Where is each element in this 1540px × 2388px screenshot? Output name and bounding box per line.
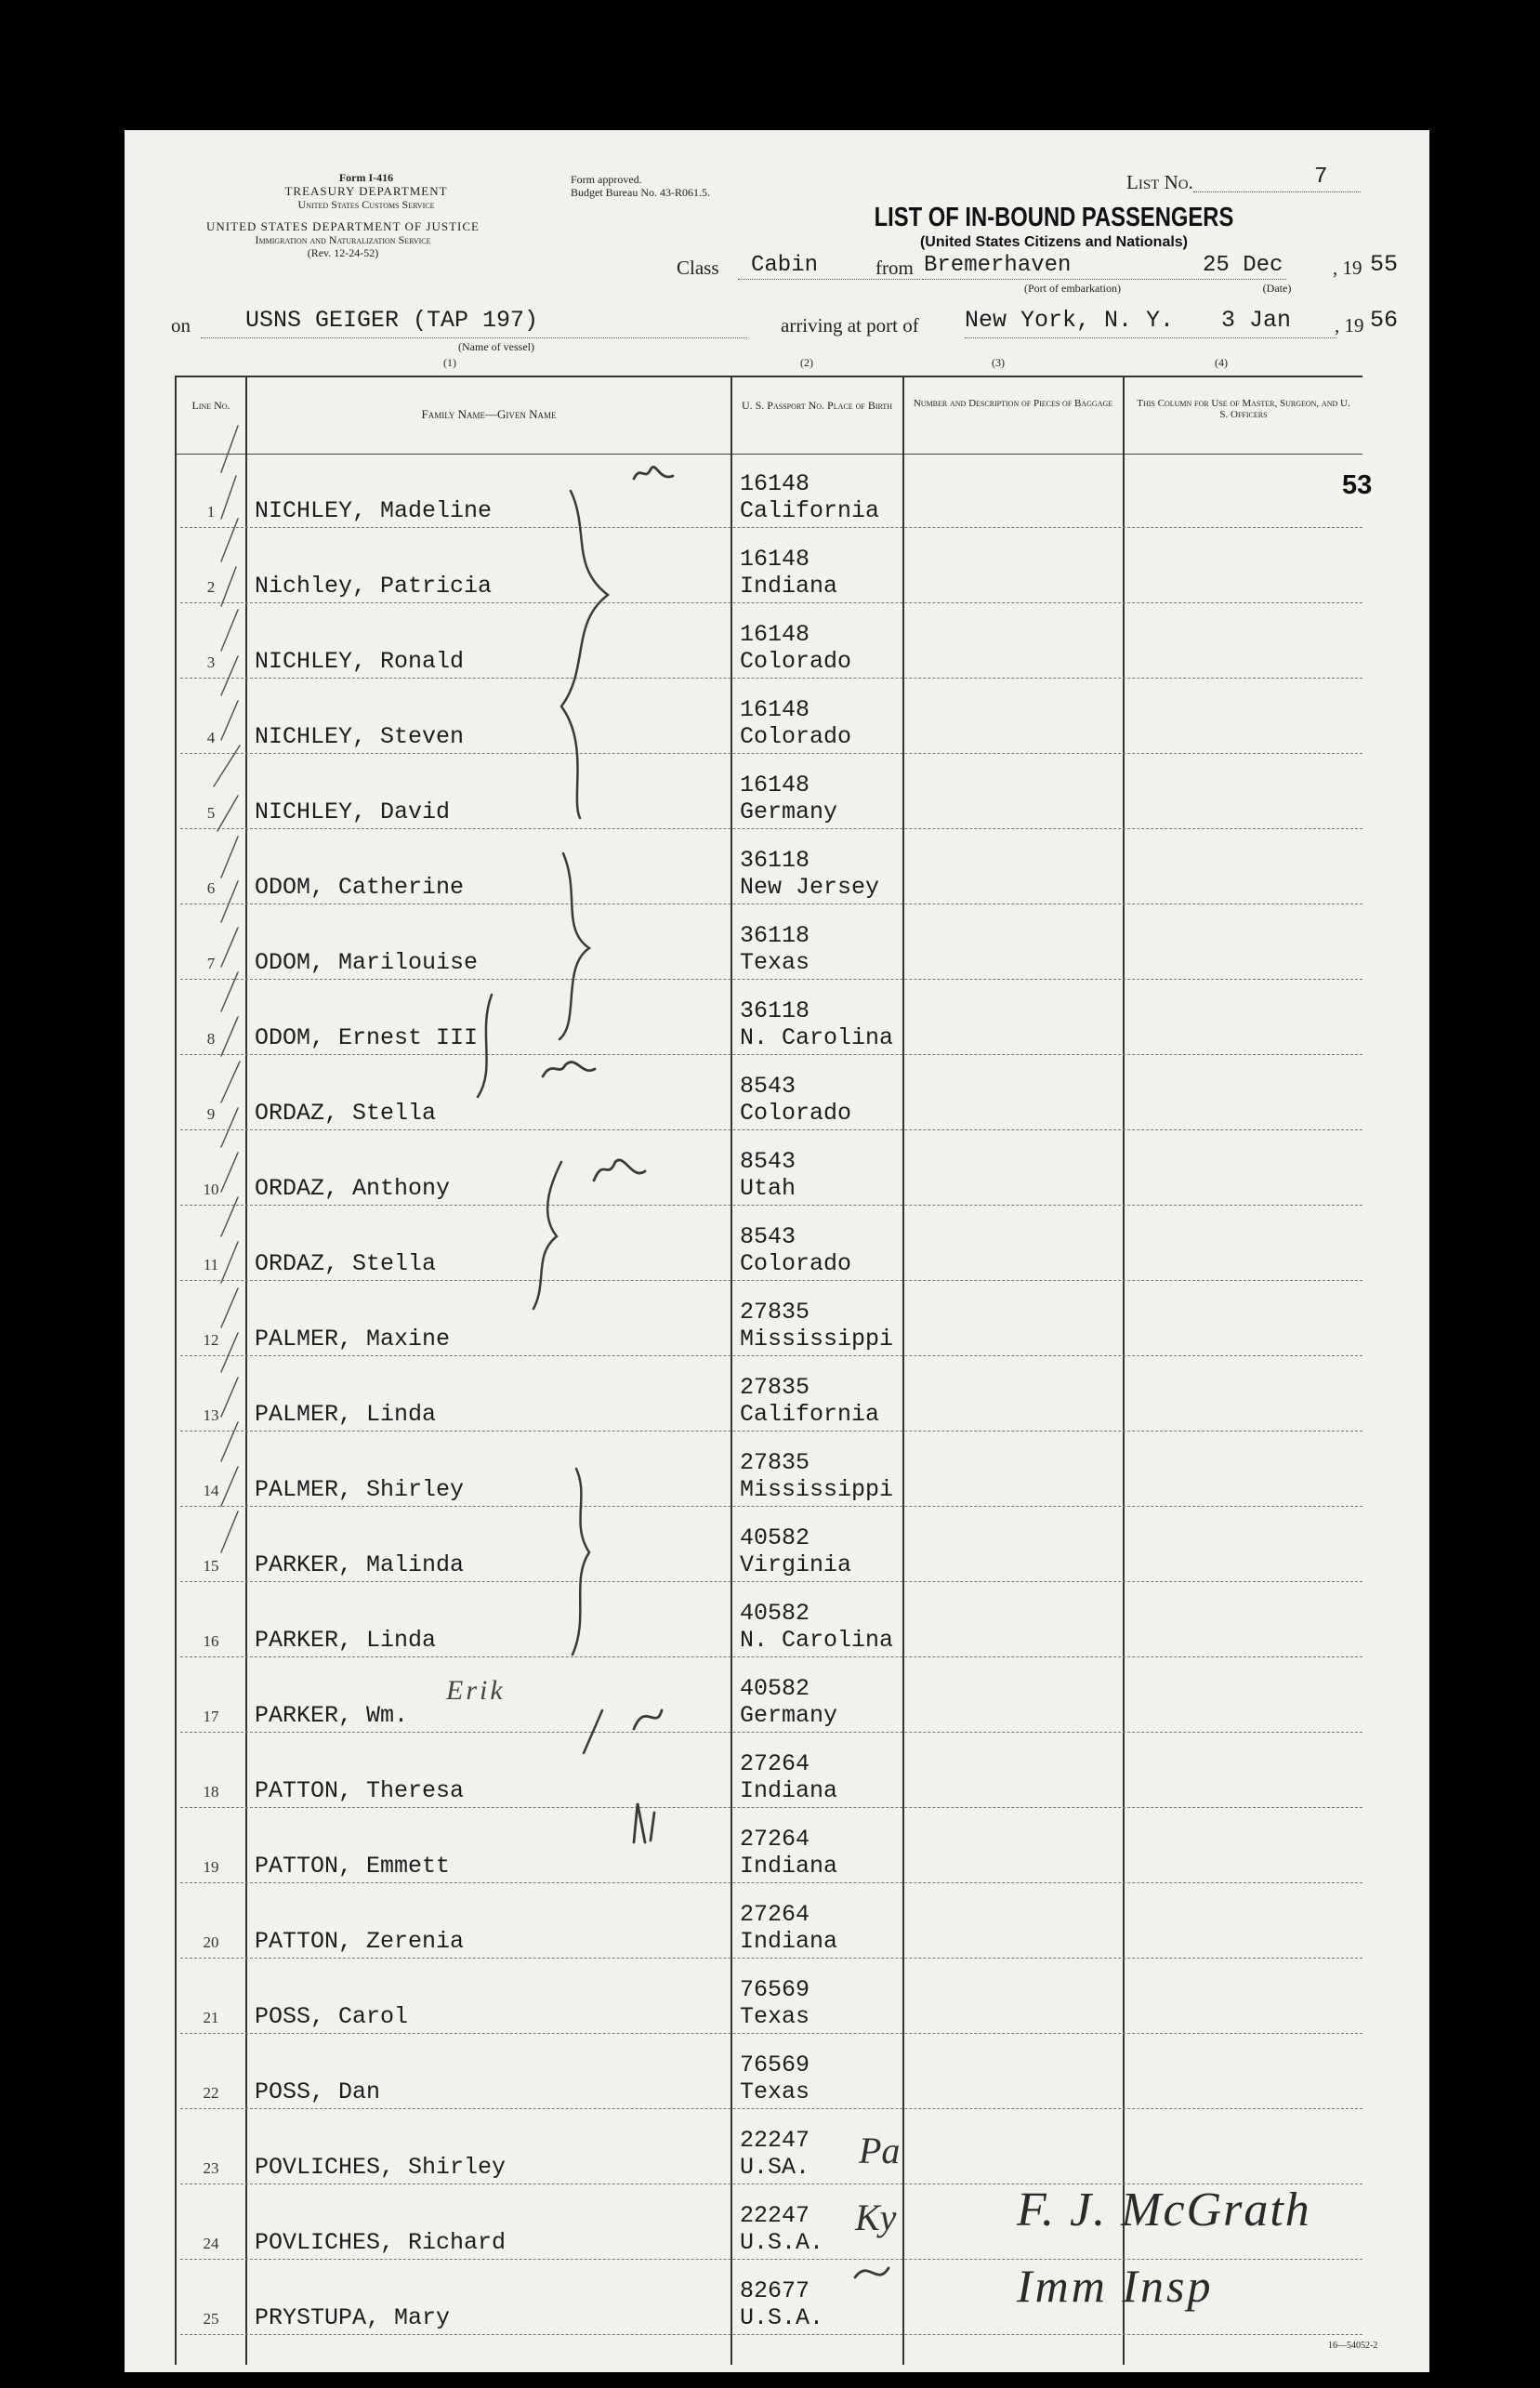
page-title: LIST OF IN-BOUND PASSENGERS: [874, 203, 1234, 232]
passenger-name: POVLICHES, Richard: [255, 2229, 507, 2256]
place-of-birth: Virginia: [740, 1551, 852, 1578]
row-number: 7: [206, 955, 216, 972]
passenger-name: NICHLEY, David: [255, 798, 451, 825]
passenger-name: ORDAZ, Stella: [255, 1250, 437, 1277]
header-baggage: Number and Description of Pieces of Baggage: [913, 398, 1113, 409]
passenger-count: 53: [1342, 470, 1373, 500]
row-number: 19: [203, 1858, 219, 1876]
passport-number: 16148: [740, 696, 810, 723]
row-number: 16: [203, 1632, 219, 1650]
col-num-2: (2): [800, 356, 813, 369]
passenger-name: ODOM, Ernest III: [255, 1024, 479, 1051]
row-number: 3: [206, 653, 216, 671]
annotation-ky: Ky: [855, 2197, 897, 2238]
header-officers: This Column for Use of Master, Surgeon, and U. S. Officers: [1137, 398, 1350, 420]
passenger-name: PATTON, Zerenia: [255, 1928, 465, 1955]
place-of-birth: Texas: [740, 2003, 810, 2030]
passport-number: 76569: [740, 1976, 810, 2003]
place-of-birth: Indiana: [740, 1928, 838, 1955]
treasury-dept: TREASURY DEPARTMENT: [284, 184, 448, 198]
place-of-birth: Colorado: [740, 1100, 852, 1127]
form-approved: Form approved.: [571, 173, 642, 186]
passenger-name: PARKER, Linda: [255, 1627, 437, 1654]
signature-name: F. J. McGrath: [1017, 2184, 1311, 2236]
row-number: 17: [203, 1708, 219, 1725]
printer-code: 16—54052-2: [1328, 2341, 1378, 2351]
passport-number: 22247: [740, 2202, 810, 2229]
place-of-birth: Indiana: [740, 1853, 838, 1880]
passenger-name: Nichley, Patricia: [255, 573, 493, 600]
passenger-name: ODOM, Marilouise: [255, 949, 479, 976]
header-line-no: Line No.: [191, 399, 230, 412]
passport-number: 36118: [740, 847, 810, 874]
passenger-name: PALMER, Shirley: [255, 1476, 465, 1503]
departure-year-prefix: , 19: [1333, 257, 1362, 279]
arrival-date: 3 Jan: [1221, 307, 1292, 334]
place-of-birth: California: [740, 497, 880, 524]
customs-service: United States Customs Service: [297, 198, 435, 211]
passenger-name: PALMER, Maxine: [255, 1326, 451, 1352]
passport-number: 16148: [740, 470, 810, 497]
row-number: 10: [203, 1181, 219, 1198]
passenger-name: NICHLEY, Madeline: [255, 497, 493, 524]
place-of-birth: U.S.A.: [740, 2304, 824, 2331]
passport-number: 8543: [740, 1148, 796, 1175]
annotation-pa: Pa: [859, 2130, 901, 2171]
row-number: 18: [203, 1783, 219, 1801]
passenger-name: PRYSTUPA, Mary: [255, 2304, 451, 2331]
passenger-name: PALMER, Linda: [255, 1401, 437, 1428]
place-of-birth: N. Carolina: [740, 1627, 894, 1654]
passport-number: 27264: [740, 1750, 810, 1777]
passenger-name: POSS, Dan: [255, 2078, 381, 2105]
passenger-name: NICHLEY, Ronald: [255, 648, 465, 675]
passport-number: 8543: [740, 1223, 796, 1250]
place-of-birth: Germany: [740, 798, 838, 825]
row-number: 13: [203, 1406, 219, 1424]
revision: (Rev. 12-24-52): [307, 246, 379, 259]
passenger-name: PATTON, Theresa: [255, 1777, 465, 1804]
port-caption: (Port of embarkation): [1024, 282, 1121, 295]
row-number: 6: [206, 879, 216, 897]
vessel-name: USNS GEIGER (TAP 197): [245, 307, 539, 334]
manifest-page: [125, 130, 1429, 2372]
place-of-birth: U.S.A.: [740, 2229, 824, 2256]
row-number: 2: [206, 578, 216, 596]
row-number: 1: [206, 503, 216, 521]
place-of-birth: Indiana: [740, 573, 838, 600]
from-port: Bremerhaven: [924, 253, 1072, 278]
passport-number: 27835: [740, 1374, 810, 1401]
date-caption: (Date): [1262, 282, 1292, 295]
list-no-label: List No.: [1126, 171, 1193, 193]
place-of-birth: Colorado: [740, 648, 852, 675]
annotation-erik: Erik: [446, 1675, 506, 1706]
row-number: 23: [203, 2159, 219, 2177]
passport-number: 40582: [740, 1675, 810, 1702]
place-of-birth: New Jersey: [740, 874, 880, 901]
arrival-port: New York, N. Y.: [965, 307, 1175, 334]
passenger-name: PARKER, Wm.: [255, 1702, 409, 1729]
place-of-birth: Indiana: [740, 1777, 838, 1804]
header-passport: U. S. Passport No. Place of Birth: [741, 399, 893, 412]
place-of-birth: Mississippi: [740, 1326, 894, 1352]
passenger-name: ORDAZ, Stella: [255, 1100, 437, 1127]
budget-bureau: Budget Bureau No. 43-R061.5.: [571, 186, 710, 199]
passport-number: 40582: [740, 1524, 810, 1551]
row-number: 24: [203, 2235, 219, 2252]
passport-number: 8543: [740, 1073, 796, 1100]
place-of-birth: Colorado: [740, 723, 852, 750]
class-label: Class: [677, 257, 719, 279]
row-number: 25: [203, 2310, 219, 2328]
passenger-name: ODOM, Catherine: [255, 874, 465, 901]
arrival-year-prefix: , 19: [1335, 314, 1364, 336]
place-of-birth: Texas: [740, 2078, 810, 2105]
row-number: 4: [206, 729, 216, 746]
place-of-birth: California: [740, 1401, 880, 1428]
row-number: 12: [203, 1331, 219, 1349]
passport-number: 40582: [740, 1600, 810, 1627]
arrival-year: 56: [1370, 307, 1399, 334]
row-number: 11: [203, 1256, 219, 1273]
passenger-name: PARKER, Malinda: [255, 1551, 465, 1578]
header-name: Family Name—Given Name: [421, 407, 557, 421]
passport-number: 36118: [740, 922, 810, 949]
row-number: 14: [203, 1482, 219, 1499]
place-of-birth: Utah: [740, 1175, 796, 1202]
ins-service: Immigration and Naturalization Service: [255, 233, 431, 246]
row-number: 8: [206, 1030, 216, 1048]
signature-title: Imm Insp: [1017, 2260, 1214, 2312]
passenger-name: NICHLEY, Steven: [255, 723, 465, 750]
passenger-name: POSS, Carol: [255, 2003, 409, 2030]
place-of-birth: Texas: [740, 949, 810, 976]
passenger-name: PATTON, Emmett: [255, 1853, 451, 1880]
passport-number: 16148: [740, 621, 810, 648]
row-number: 15: [203, 1557, 219, 1575]
passport-number: 36118: [740, 997, 810, 1024]
passport-number: 27264: [740, 1901, 810, 1928]
passport-number: 82677: [740, 2277, 810, 2304]
passport-number: 16148: [740, 546, 810, 573]
passport-number: 27264: [740, 1826, 810, 1853]
passport-number: 27835: [740, 1299, 810, 1326]
list-no-value: 7: [1314, 165, 1328, 190]
passport-number: 16148: [740, 772, 810, 798]
place-of-birth: Colorado: [740, 1250, 852, 1277]
col-num-1: (1): [443, 356, 456, 369]
form-id: Form I-416: [338, 171, 394, 184]
place-of-birth: U.SA.: [740, 2154, 810, 2181]
place-of-birth: Germany: [740, 1702, 838, 1729]
handwritten-marks: [125, 130, 1429, 2372]
row-number: 22: [203, 2084, 219, 2102]
page-subtitle: (United States Citizens and Nationals): [919, 234, 1189, 250]
row-number: 9: [206, 1105, 216, 1123]
from-label: from: [875, 257, 914, 279]
class-value: Cabin: [751, 253, 819, 278]
on-label: on: [171, 314, 191, 336]
passenger-name: ORDAZ, Anthony: [255, 1175, 451, 1202]
col-num-3: (3): [992, 356, 1005, 369]
departure-date: 25 Dec: [1203, 253, 1283, 278]
passenger-name: POVLICHES, Shirley: [255, 2154, 507, 2181]
departure-year: 55: [1370, 251, 1399, 278]
vessel-caption: (Name of vessel): [458, 340, 534, 353]
row-number: 20: [203, 1933, 219, 1951]
arriving-label: arriving at port of: [781, 314, 919, 336]
row-number: 5: [206, 804, 216, 822]
place-of-birth: Mississippi: [740, 1476, 894, 1503]
passport-number: 27835: [740, 1449, 810, 1476]
passport-number: 22247: [740, 2127, 810, 2154]
row-number: 21: [203, 2009, 219, 2026]
passport-number: 76569: [740, 2052, 810, 2078]
col-num-4: (4): [1215, 356, 1228, 369]
place-of-birth: N. Carolina: [740, 1024, 894, 1051]
justice-dept: UNITED STATES DEPARTMENT OF JUSTICE: [206, 219, 480, 233]
